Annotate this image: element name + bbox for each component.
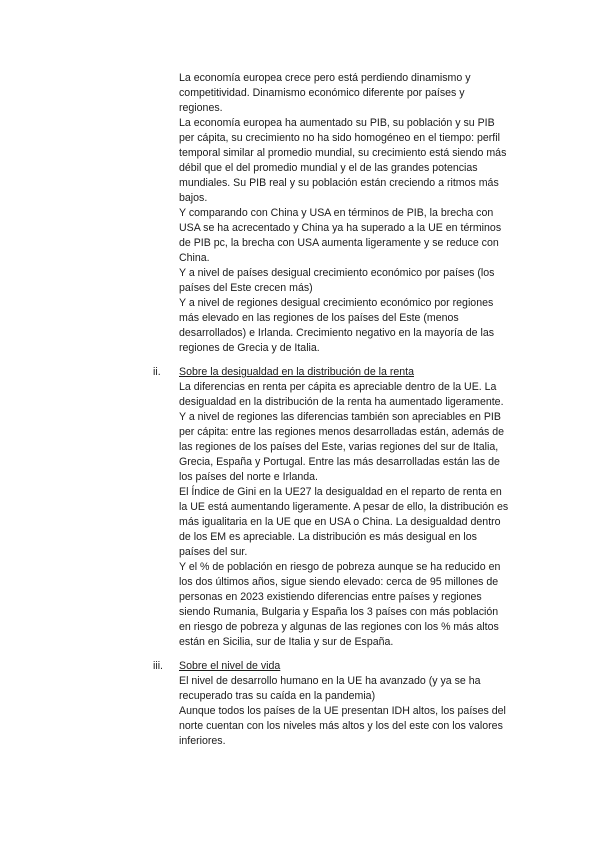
section-ii-heading: Sobre la desigualdad en la distribución de la renta: [179, 366, 414, 378]
section-ii-line: El Índice de Gini en la UE27 la desigualdad en el reparto de renta en: [179, 486, 502, 498]
intro-line: per cápita, su crecimiento no ha sido homogéneo en el tiempo: perfil: [179, 132, 500, 144]
intro-line: USA se ha acrecentado y China ya ha superado a la UE en términos: [179, 222, 502, 234]
intro-line: bajos.: [179, 192, 208, 204]
section-ii-line: desigualdad en la distribución de la renta ha aumentado ligeramente.: [179, 396, 504, 408]
intro-line: Y a nivel de países desigual crecimiento económico por países (los: [179, 267, 495, 279]
intro-line: de PIB pc, la brecha con USA aumenta ligeramente y se reduce con: [179, 237, 499, 249]
intro-line: China.: [179, 252, 210, 264]
intro-line: países del Este crecen más): [179, 282, 313, 294]
intro-line: Y comparando con China y USA en términos de PIB, la brecha con: [179, 207, 494, 219]
intro-line: regiones de Grecia y de Italia.: [179, 342, 320, 354]
section-ii-line: de los EM es apreciable. La distribución es más desigual en los: [179, 531, 477, 543]
intro-line: La economía europea ha aumentado su PIB, su población y su PIB: [179, 117, 495, 129]
section-ii-line: Grecia, España y Portugal. Entre las más desarrolladas están las de: [179, 456, 500, 468]
intro-line: desarrollados) e Irlanda. Crecimiento negativo en la mayoría de las: [179, 327, 495, 339]
section-ii-numeral: ii.: [153, 366, 161, 378]
intro-line: débil que el del promedio mundial y el de las grandes potencias: [179, 162, 478, 174]
section-iii-line: norte cuentan con los niveles más altos y los del este con los valores: [179, 720, 503, 732]
section-iii-numeral: iii.: [153, 660, 164, 672]
section-iii-line: Aunque todos los países de la UE presentan IDH altos, los países del: [179, 705, 506, 717]
section-ii-line: más igualitaria en la UE que en USA o China. La desigualdad dentro: [179, 516, 501, 528]
section-ii-line: per cápita: entre las regiones menos desarrolladas están, además de: [179, 426, 505, 438]
section-ii-line: la UE está aumentando ligeramente. A pesar de ello, la distribución es: [179, 501, 509, 513]
section-iii-heading: Sobre el nivel de vida: [179, 660, 281, 672]
intro-line: La economía europea crece pero está perdiendo dinamismo y: [179, 72, 471, 84]
section-ii-line: están en Sicilia, sur de Italia y sur de España.: [179, 636, 394, 648]
section-ii-line: siendo Rumania, Bulgaria y España los 3 países con más población: [179, 606, 499, 618]
section-ii-line: Y a nivel de regiones las diferencias también son apreciables en PIB: [179, 411, 501, 423]
section-ii-line: países del sur.: [179, 546, 248, 558]
section-ii-line: Y el % de población en riesgo de pobreza aunque se ha reducido en: [179, 561, 501, 573]
section-ii-line: los países del norte e Irlanda.: [179, 471, 318, 483]
intro-line: Y a nivel de regiones desigual crecimiento económico por regiones: [179, 297, 494, 309]
section-iii-line: El nivel de desarrollo humano en la UE ha avanzado (y ya se ha: [179, 675, 481, 687]
section-iii-line: recuperado tras su caída en la pandemia): [179, 690, 376, 702]
section-ii-line: los dos últimos años, sigue siendo elevado: cerca de 95 millones de: [179, 576, 499, 588]
section-ii-line: las regiones de los países del Este, varias regiones del sur de Italia,: [179, 441, 499, 453]
intro-line: mundiales. Su PIB real y su población están creciendo a ritmos más: [179, 177, 499, 189]
section-iii-line: inferiores.: [179, 735, 226, 747]
section-ii-line: en riesgo de pobreza y algunas de las regiones con los % más altos: [179, 621, 499, 633]
intro-line: temporal similar al promedio mundial, su crecimiento está siendo más: [179, 147, 507, 159]
intro-line: regiones.: [179, 102, 223, 114]
intro-line: más elevado en las regiones de los países del Este (menos: [179, 312, 459, 324]
section-ii-line: La diferencias en renta per cápita es apreciable dentro de la UE. La: [179, 381, 497, 393]
intro-line: competitividad. Dinamismo económico diferente por países y: [179, 87, 465, 99]
section-ii-line: personas en 2023 existiendo diferencias entre países y regiones: [179, 591, 482, 603]
